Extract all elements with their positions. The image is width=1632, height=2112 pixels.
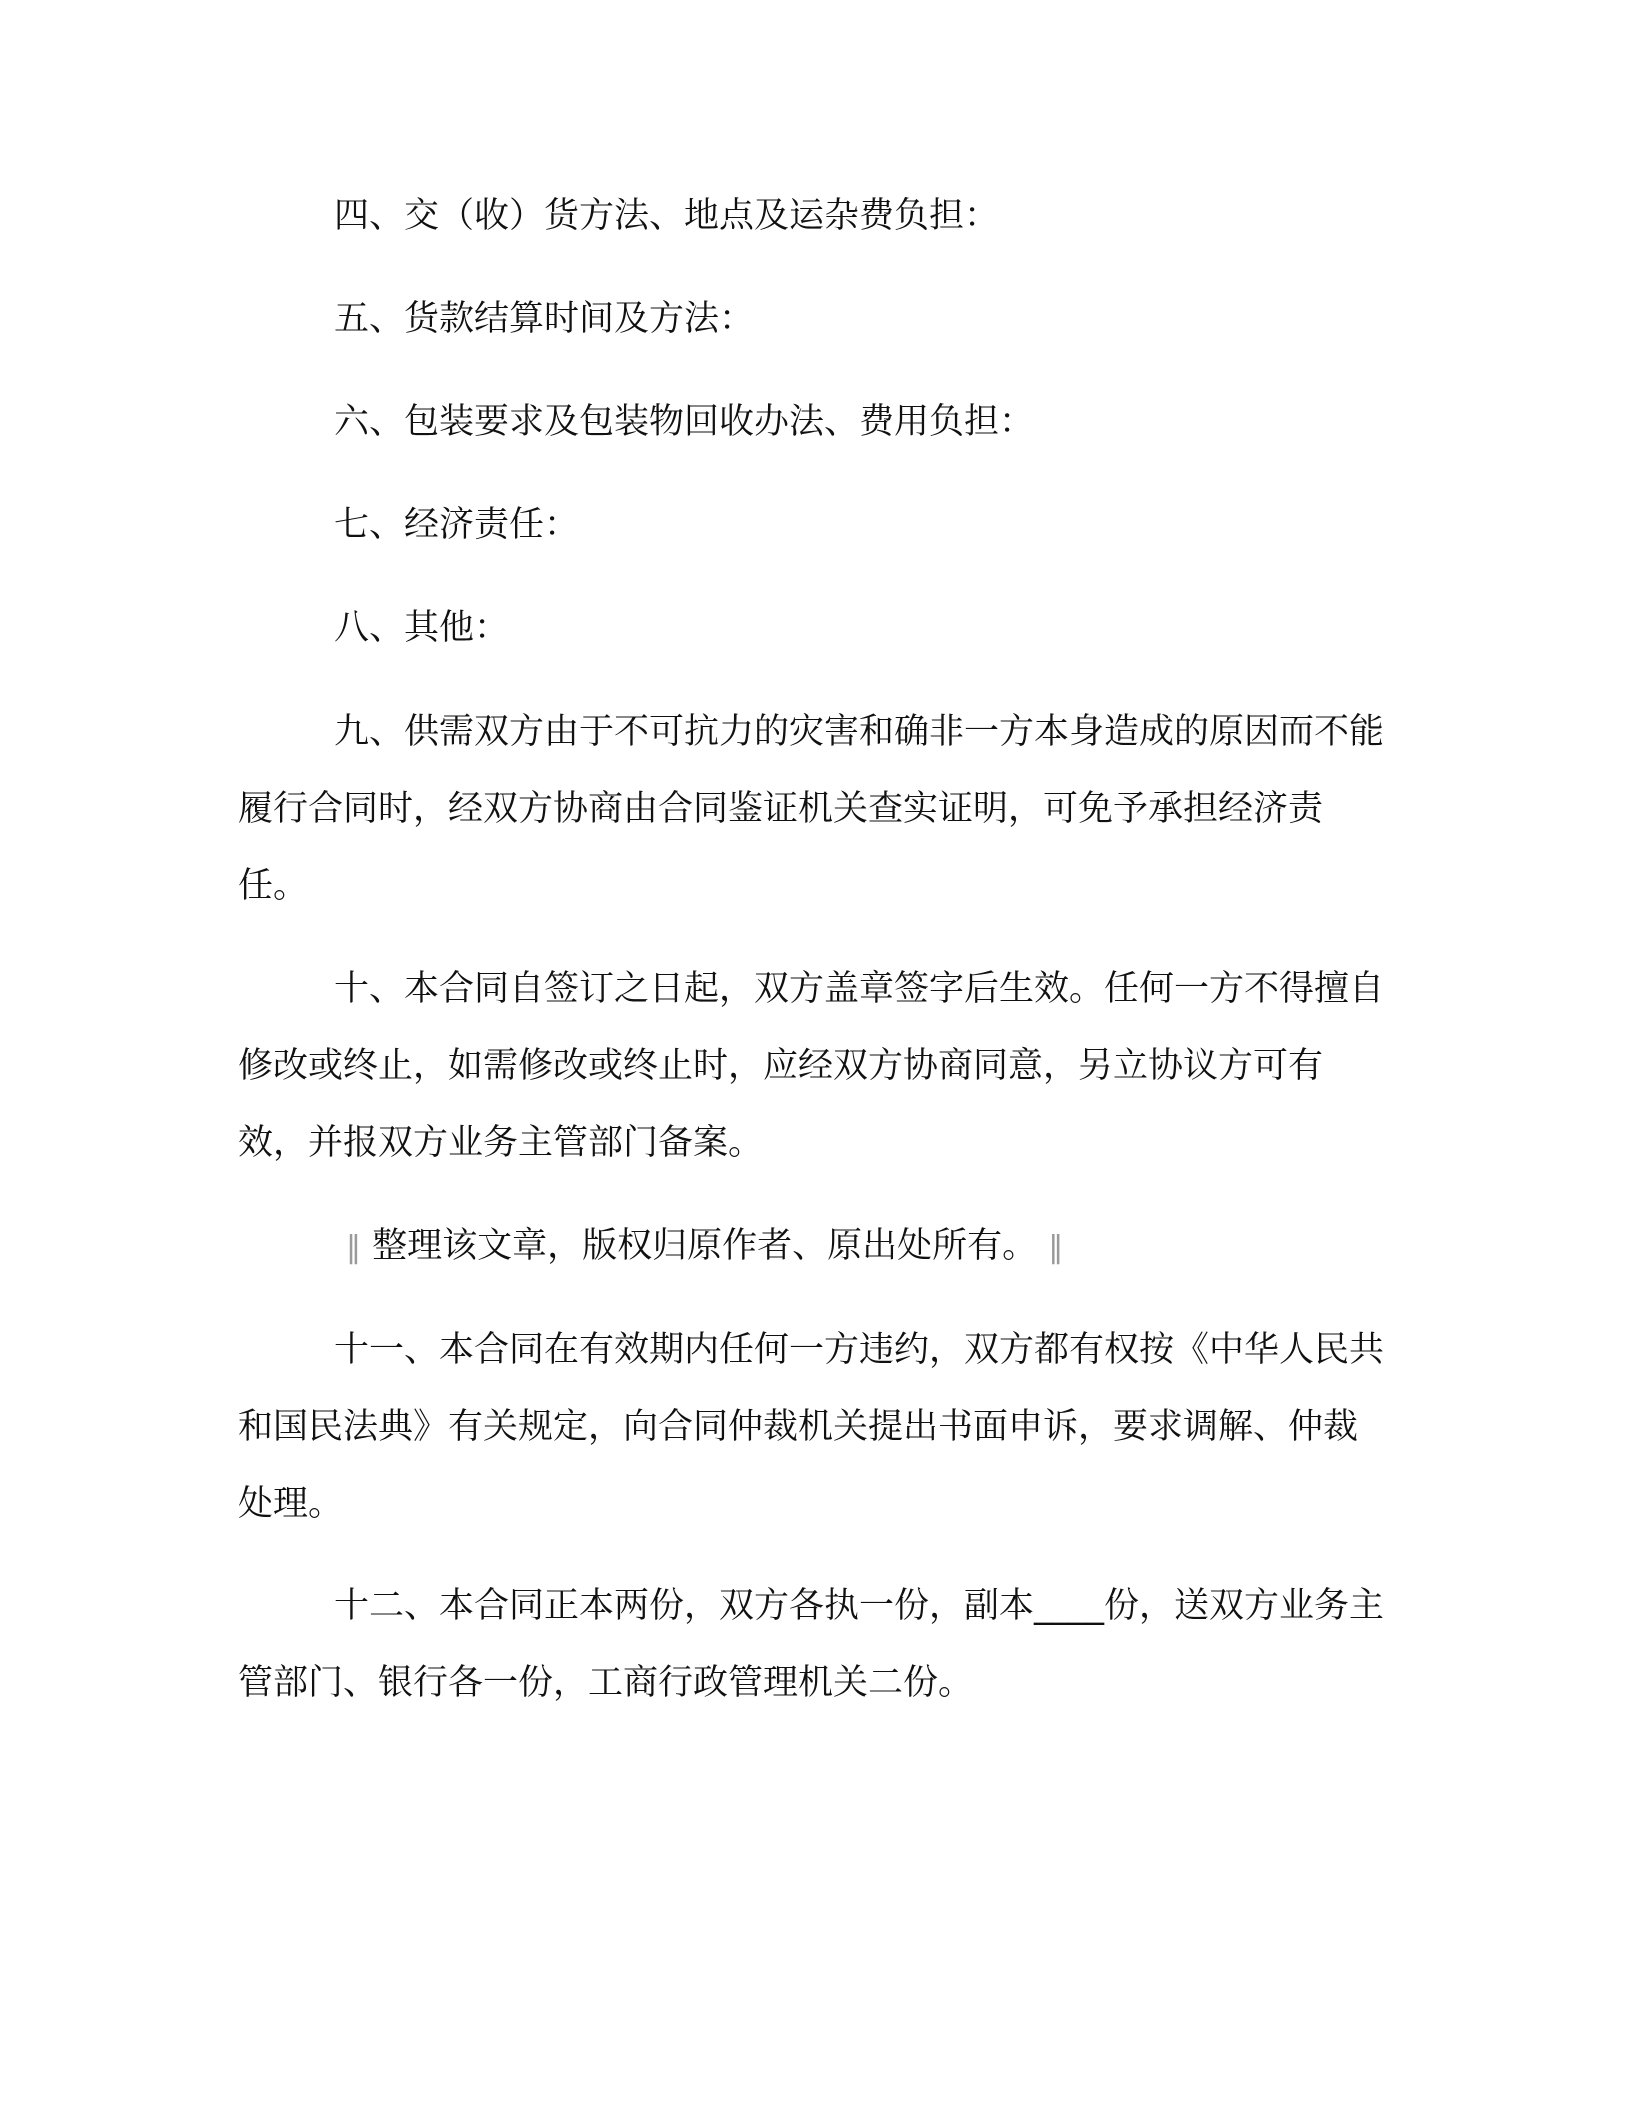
clause-10: 十、本合同自签订之日起，双方盖章签字后生效。任何一方不得擅自修改或终止，如需修改或终止时，应经双方协商同意，另立协议方可有效，并报双方业务主管部门备案。 [238, 969, 1385, 1163]
clause-12: 十二、本合同正本两份，双方各执一份，副本____份，送双方业务主管部门、银行各一份，工商行政管理机关二份。 [238, 1586, 1385, 1703]
note-bar-left: ‖ [346, 1230, 361, 1265]
note-bar-right: ‖ [1048, 1230, 1064, 1265]
clause-11: 十一、本合同在有效期内任何一方违约，双方都有权按《中华人民共和国民法典》有关规定，向合同仲裁机关提出书面申诉，要求调解、仲裁处理。 [238, 1330, 1385, 1524]
copyright-note [346, 1208, 1063, 1286]
clause-5: 五、货款结算时间及方法： [334, 299, 755, 339]
clause-6: 六、包装要求及包装物回收办法、费用负担： [334, 402, 1035, 442]
clause-7: 七、经济责任： [334, 505, 580, 545]
clause-9: 九、供需双方由于不可抗力的灾害和确非一方本身造成的原因而不能履行合同时，经双方协商由合同鉴证机关查实证明，可免予承担经济责任。 [238, 712, 1385, 906]
clause-8: 八、其他： [334, 608, 510, 648]
note-text: 整理该文章，版权归原作者、原出处所有。 [372, 1226, 1038, 1266]
clause-4: 四、交（收）货方法、地点及运杂费负担： [334, 196, 1000, 236]
